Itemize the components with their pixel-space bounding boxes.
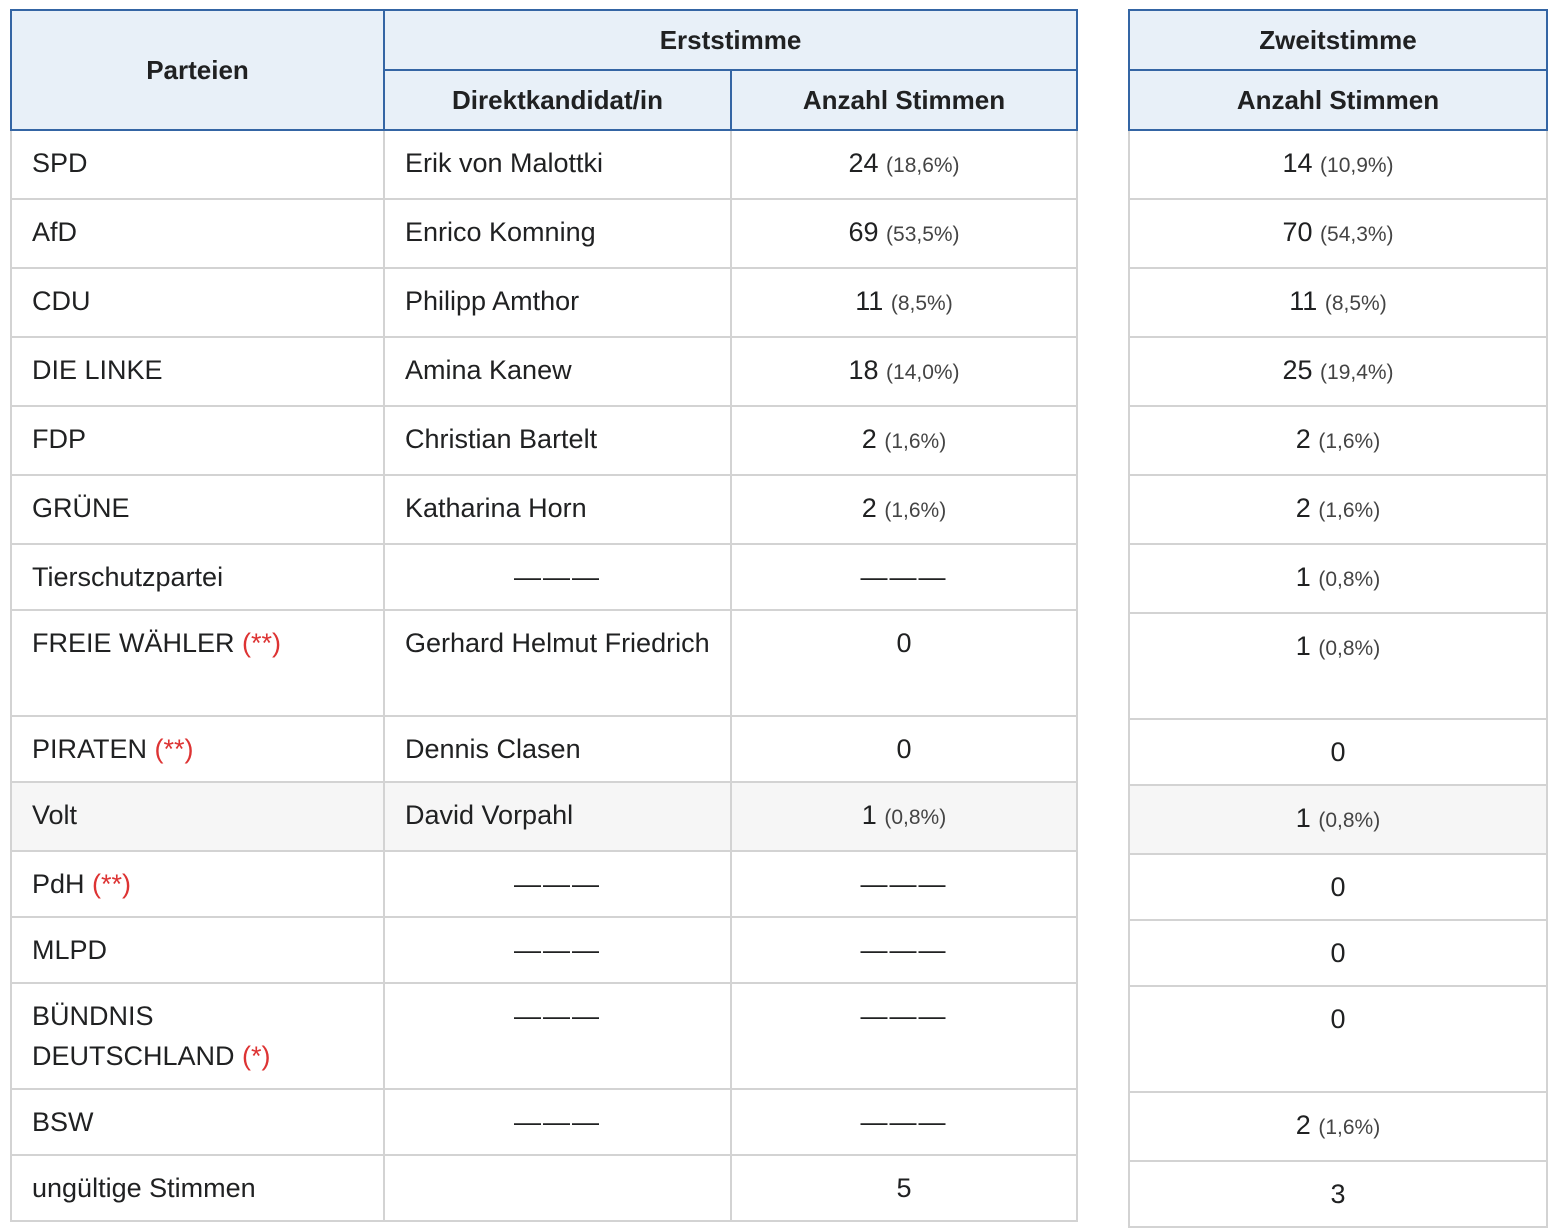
table-row xyxy=(1129,920,1547,986)
table-row xyxy=(11,1089,1077,1155)
party-cell xyxy=(11,610,384,716)
zweitstimme-percent: (10,9%) xyxy=(1320,154,1394,177)
table-row xyxy=(11,716,1077,782)
candidate-cell: Erik von Malottki xyxy=(384,130,731,199)
erststimme-count: ——— xyxy=(860,562,948,592)
party-cell xyxy=(11,1089,384,1155)
zweitstimme-count-cell xyxy=(1129,920,1547,986)
party-cell xyxy=(11,337,384,406)
footnote-marker[interactable]: (**) xyxy=(242,628,282,658)
party-name: BÜNDNIS DEUTSCHLAND xyxy=(32,1001,235,1071)
zweitstimme-count-cell xyxy=(1129,337,1547,406)
table-row xyxy=(11,917,1077,983)
erststimme-count: 0 xyxy=(896,628,912,658)
table-row xyxy=(11,130,1077,199)
party-cell xyxy=(11,1155,384,1221)
party-name: PIRATEN xyxy=(32,734,148,764)
erststimme-count: 11 xyxy=(855,286,884,316)
table-row xyxy=(11,199,1077,268)
erststimme-count-cell xyxy=(731,610,1077,716)
erststimme-count: 18 xyxy=(848,355,879,385)
candidate-cell: Amina Kanew xyxy=(384,337,731,406)
zweitstimme-percent: (1,6%) xyxy=(1318,1116,1381,1139)
zweitstimme-percent: (1,6%) xyxy=(1318,499,1381,522)
erststimme-count-cell xyxy=(731,544,1077,610)
zweitstimme-count: 2 xyxy=(1295,1110,1311,1140)
party-name: MLPD xyxy=(32,935,108,965)
party-cell xyxy=(11,130,384,199)
erststimme-count: 1 xyxy=(861,800,877,830)
zweitstimme-count: 25 xyxy=(1282,355,1313,385)
zweitstimme-percent: (0,8%) xyxy=(1318,568,1381,591)
table-row xyxy=(1129,337,1547,406)
table-row xyxy=(1129,475,1547,544)
zweitstimme-count: 2 xyxy=(1295,424,1311,454)
erststimme-count-cell xyxy=(731,199,1077,268)
party-name: DIE LINKE xyxy=(32,355,163,385)
erststimme-count: 24 xyxy=(848,148,879,178)
zweitstimme-count: 1 xyxy=(1295,631,1311,661)
table-row xyxy=(1129,544,1547,613)
erststimme-table xyxy=(10,9,1078,1222)
erststimme-count: ——— xyxy=(860,935,948,965)
zweitstimme-count-cell xyxy=(1129,406,1547,475)
header-direktkandidat: Direktkandidat/in xyxy=(384,70,731,130)
zweitstimme-percent: (54,3%) xyxy=(1320,223,1394,246)
zweitstimme-percent: (8,5%) xyxy=(1324,292,1387,315)
erststimme-percent: (53,5%) xyxy=(886,223,960,246)
table-row xyxy=(11,406,1077,475)
table-row xyxy=(1129,268,1547,337)
zweitstimme-count-cell xyxy=(1129,130,1547,199)
party-name: Volt xyxy=(32,800,78,830)
zweitstimme-count: 0 xyxy=(1330,1004,1346,1034)
zweitstimme-count: 0 xyxy=(1330,737,1346,767)
zweitstimme-count-cell xyxy=(1129,613,1547,719)
candidate-cell: ——— xyxy=(384,983,731,1089)
erststimme-count-cell xyxy=(731,782,1077,851)
erststimme-count-cell xyxy=(731,716,1077,782)
zweitstimme-count-cell xyxy=(1129,475,1547,544)
party-name: ungültige Stimmen xyxy=(32,1173,256,1203)
zweitstimme-count-cell xyxy=(1129,719,1547,785)
erststimme-count: 2 xyxy=(861,493,877,523)
zweitstimme-count-cell xyxy=(1129,1092,1547,1161)
candidate-cell: ——— xyxy=(384,851,731,917)
party-cell xyxy=(11,475,384,544)
erststimme-count-cell xyxy=(731,406,1077,475)
erststimme-count: ——— xyxy=(860,869,948,899)
erststimme-percent: (18,6%) xyxy=(886,154,960,177)
table-row xyxy=(11,851,1077,917)
erststimme-count-cell xyxy=(731,475,1077,544)
party-name: BSW xyxy=(32,1107,94,1137)
party-cell xyxy=(11,917,384,983)
footnote-marker[interactable]: (**) xyxy=(92,869,132,899)
party-name: GRÜNE xyxy=(32,493,130,523)
zweitstimme-table xyxy=(1128,9,1548,1228)
party-name: FDP xyxy=(32,424,86,454)
zweitstimme-count-cell xyxy=(1129,785,1547,854)
erststimme-count: 2 xyxy=(861,424,877,454)
candidate-cell: Enrico Komning xyxy=(384,199,731,268)
table-row xyxy=(1129,1092,1547,1161)
party-cell xyxy=(11,199,384,268)
party-cell xyxy=(11,716,384,782)
party-name: CDU xyxy=(32,286,91,316)
zweitstimme-count: 3 xyxy=(1330,1179,1346,1209)
erststimme-count: 0 xyxy=(896,734,912,764)
zweitstimme-count: 2 xyxy=(1295,493,1311,523)
table-row xyxy=(11,268,1077,337)
table-row xyxy=(1129,406,1547,475)
erststimme-count-cell xyxy=(731,1155,1077,1221)
zweitstimme-count-cell xyxy=(1129,199,1547,268)
zweitstimme-count: 0 xyxy=(1330,872,1346,902)
zweitstimme-count: 1 xyxy=(1295,803,1311,833)
erststimme-percent: (14,0%) xyxy=(886,361,960,384)
party-name: PdH xyxy=(32,869,85,899)
zweitstimme-count-cell xyxy=(1129,268,1547,337)
table-row xyxy=(1129,986,1547,1092)
header-erststimme: Erststimme xyxy=(384,10,1077,70)
zweitstimme-count: 1 xyxy=(1295,562,1311,592)
candidate-cell: ——— xyxy=(384,544,731,610)
erststimme-count-cell xyxy=(731,337,1077,406)
zweitstimme-count-cell xyxy=(1129,544,1547,613)
zweitstimme-count: 0 xyxy=(1330,938,1346,968)
table-row xyxy=(11,782,1077,851)
candidate-cell: ——— xyxy=(384,1089,731,1155)
table-row xyxy=(1129,854,1547,920)
erststimme-count: 5 xyxy=(896,1173,912,1203)
table-row xyxy=(11,475,1077,544)
table-row xyxy=(11,544,1077,610)
erststimme-count: ——— xyxy=(860,1001,948,1031)
party-name: FREIE WÄHLER xyxy=(32,628,235,658)
party-cell xyxy=(11,544,384,610)
footnote-marker[interactable]: (**) xyxy=(154,734,194,764)
zweitstimme-count-cell xyxy=(1129,986,1547,1092)
table-row xyxy=(1129,719,1547,785)
party-name: SPD xyxy=(32,148,88,178)
erststimme-count: 69 xyxy=(848,217,879,247)
candidate-cell xyxy=(384,1155,731,1221)
header-zweitstimme: Zweitstimme xyxy=(1129,10,1547,70)
header-anzahl-stimmen-zweit: Anzahl Stimmen xyxy=(1129,70,1547,130)
party-cell xyxy=(11,406,384,475)
erststimme-percent: (1,6%) xyxy=(884,499,947,522)
zweitstimme-percent: (19,4%) xyxy=(1320,361,1394,384)
party-cell xyxy=(11,851,384,917)
erststimme-percent: (8,5%) xyxy=(890,292,953,315)
table-row xyxy=(11,1155,1077,1221)
zweitstimme-count-cell xyxy=(1129,1161,1547,1227)
table-row xyxy=(1129,199,1547,268)
erststimme-count-cell xyxy=(731,268,1077,337)
table-row xyxy=(11,610,1077,716)
erststimme-percent: (0,8%) xyxy=(884,806,947,829)
table-row xyxy=(1129,1161,1547,1227)
party-cell xyxy=(11,983,384,1089)
party-cell xyxy=(11,268,384,337)
erststimme-count-cell xyxy=(731,851,1077,917)
candidate-cell: Christian Bartelt xyxy=(384,406,731,475)
party-name: AfD xyxy=(32,217,78,247)
candidate-cell: Philipp Amthor xyxy=(384,268,731,337)
zweitstimme-percent: (0,8%) xyxy=(1318,637,1381,660)
table-row xyxy=(1129,613,1547,719)
footnote-marker[interactable]: (*) xyxy=(242,1041,271,1071)
erststimme-count: ——— xyxy=(860,1107,948,1137)
header-anzahl-stimmen-erst: Anzahl Stimmen xyxy=(731,70,1077,130)
header-parteien: Parteien xyxy=(11,10,384,130)
candidate-cell: David Vorpahl xyxy=(384,782,731,851)
erststimme-count-cell xyxy=(731,983,1077,1089)
erststimme-count-cell xyxy=(731,130,1077,199)
erststimme-count-cell xyxy=(731,1089,1077,1155)
candidate-cell: Gerhard Helmut Friedrich xyxy=(384,610,731,716)
table-row xyxy=(1129,785,1547,854)
zweitstimme-count: 11 xyxy=(1289,286,1318,316)
candidate-cell: Katharina Horn xyxy=(384,475,731,544)
erststimme-count-cell xyxy=(731,917,1077,983)
zweitstimme-count: 14 xyxy=(1282,148,1313,178)
candidate-cell: ——— xyxy=(384,917,731,983)
erststimme-percent: (1,6%) xyxy=(884,430,947,453)
party-cell xyxy=(11,782,384,851)
party-name: Tierschutzpartei xyxy=(32,562,224,592)
zweitstimme-percent: (1,6%) xyxy=(1318,430,1381,453)
zweitstimme-count: 70 xyxy=(1282,217,1313,247)
table-row xyxy=(11,337,1077,406)
candidate-cell: Dennis Clasen xyxy=(384,716,731,782)
zweitstimme-percent: (0,8%) xyxy=(1318,809,1381,832)
zweitstimme-count-cell xyxy=(1129,854,1547,920)
table-row xyxy=(11,983,1077,1089)
table-row xyxy=(1129,130,1547,199)
